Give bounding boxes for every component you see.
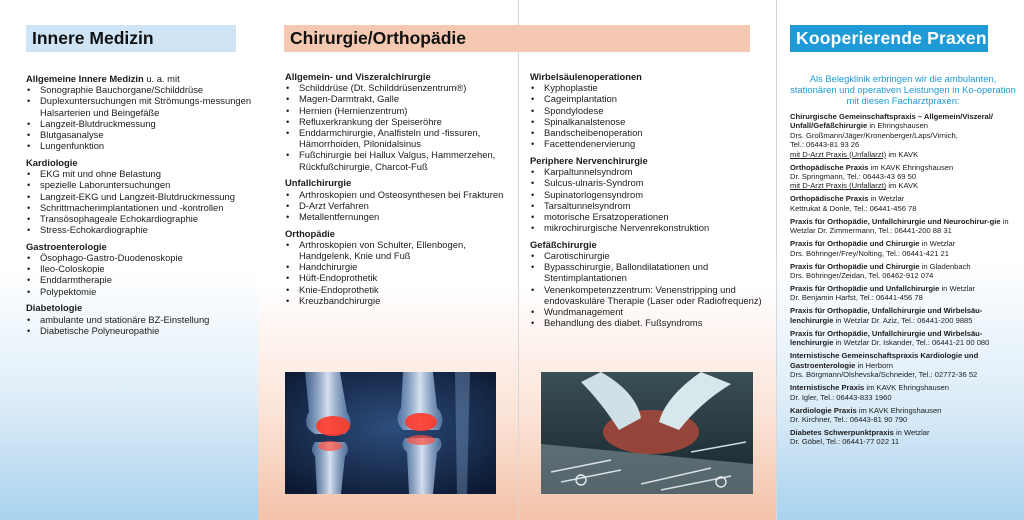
- praxis-place: in Wetzlar: [939, 284, 976, 294]
- section-title: [530, 71, 768, 82]
- praxis-doctors: Dr. Igler, Tel.: 06443-833 1960: [790, 392, 892, 402]
- section-title: [530, 155, 768, 166]
- bullet-list: [26, 252, 252, 297]
- section-title-text: Periphere Nervenchirurgie: [530, 154, 648, 166]
- list-item: • Knie-Endoprothetik: [285, 284, 511, 295]
- list-item: • Metallentfernungen: [285, 211, 511, 222]
- list-item: • Bandscheibenoperation: [530, 127, 768, 138]
- praxis-entry: [790, 239, 1016, 258]
- list-item: • Polypektomie: [26, 286, 252, 297]
- heading-kooperierende-praxen: Kooperierende Praxen: [790, 25, 988, 52]
- praxis-entry: [790, 284, 1016, 303]
- list-item: • Spinalkanalstenose: [530, 116, 768, 127]
- praxis-doctors: Drs. Böhringer/Zeidan, Tel. 06462-912 074: [790, 271, 934, 281]
- list-item: • Langzeit-EKG und Langzeit-Blutdruckmessung: [26, 191, 252, 202]
- list-item: • Ileo-Coloskopie: [26, 263, 252, 274]
- section-title-text: Diabetologie: [26, 302, 83, 314]
- praxis-place: in Gladenbach: [919, 261, 971, 271]
- list-item: • Sonographie Bauchorgane/Schilddrüse: [26, 84, 252, 95]
- list-item: • Schrittmacherimplantationen und -kontrollen: [26, 202, 252, 213]
- darzt-place: im KAVK: [886, 149, 919, 159]
- bullet-list: [285, 189, 511, 223]
- praxis-place: im KAVK Ehringshausen: [856, 405, 942, 415]
- list-item: • Transösophageale Echokardiographie: [26, 213, 252, 224]
- praxis-entry: [790, 262, 1016, 281]
- list-item: • Diabetische Polyneuropathie: [26, 325, 252, 336]
- praxis-name: Diabetes Schwerpunktpraxis: [790, 427, 894, 437]
- praxis-place: in Wetzlar: [868, 194, 905, 204]
- list-item: • Behandlung des diabet. Fußsyndroms: [530, 317, 768, 328]
- section-title-text: Allgemein- und Viszeralchirurgie: [285, 71, 431, 82]
- heading-innere-medizin: Innere Medizin: [26, 25, 236, 52]
- praxis-place: in Wetzlar: [919, 239, 956, 249]
- list-item: • Kreuzbandchirurgie: [285, 295, 511, 306]
- list-item: • Schilddrüse (Dt. Schilddrüsenzentrum®): [285, 82, 511, 93]
- list-item: • Ösophago-Gastro-Duodenoskopie: [26, 252, 252, 263]
- praxis-name: Internistische Gemeinschaftspraxis Kardiologie und Gastroenterologie: [790, 351, 979, 370]
- list-item: • Fußchirurgie bei Hallux Valgus, Hammerzehen, Rückfußchirurgie, Charcot-Fuß: [285, 149, 511, 171]
- praxis-place: im KAVK Ehringshausen: [864, 383, 949, 393]
- section-title-text: Gefäßchirurgie: [530, 238, 597, 250]
- praxis-doctors: Drs. Börgmann/Olshevska/Schneider, Tel.: 02772-36 52: [790, 370, 978, 380]
- darzt-link[interactable]: mit D-Arzt Praxis (Unfallarzt): [790, 149, 887, 159]
- praxis-name: Praxis für Orthopädie und Chirurgie: [790, 239, 920, 249]
- list-item: • Refluxerkrankung der Speiseröhre: [285, 116, 511, 127]
- bullet-list: [530, 166, 768, 233]
- praxis-entry: [790, 383, 1016, 402]
- fold-line: [518, 0, 519, 520]
- panel-kooperierende-praxen: [776, 0, 1024, 520]
- list-item: • Sulcus-ulnaris-Syndrom: [530, 177, 768, 188]
- section-title: [26, 241, 252, 252]
- section-title-text: Unfallchirurgie: [285, 177, 352, 189]
- fold-line: [776, 0, 777, 520]
- section-title: [285, 71, 511, 82]
- list-item: • Hüft-Endoprothetik: [285, 272, 511, 283]
- praxis-name: Internistische Praxis: [790, 383, 865, 393]
- heading-chirurgie-orthopaedie: Chirurgie/Orthopädie: [284, 25, 750, 52]
- panel-chirurgie-left: [258, 0, 518, 520]
- praxis-doctors: Dr. Göbel, Tel.: 06441-77 022 11: [790, 437, 900, 447]
- list-item: • Arthroskopien von Schulter, Ellenbogen, Handgelenk, Knie und Fuß: [285, 239, 511, 261]
- praxis-name: Praxis für Orthopädie, Unfallchirurgie und Neurochirur-gie: [790, 216, 1001, 226]
- praxis-name: Kardiologie Praxis: [790, 405, 857, 415]
- section-title-text: Orthopädie: [285, 227, 336, 239]
- praxis-place: in Wetzlar Dr. Aziz, Tel.: 06441-200 9885: [833, 315, 973, 325]
- praxis-entry: [790, 428, 1016, 447]
- praxis-place: in Herborn: [855, 360, 893, 370]
- praxis-place: in Ehringshausen: [867, 121, 929, 131]
- list-item: • Carotischirurgie: [530, 250, 768, 261]
- list-item: • Hernien (Hernienzentrum): [285, 105, 511, 116]
- knee-xray-image: [285, 372, 496, 494]
- praxis-name: Orthopädische Praxis: [790, 194, 869, 204]
- list-item: • Stress-Echokardiographie: [26, 224, 252, 235]
- list-item: • Karpaltunnelsyndrom: [530, 166, 768, 177]
- list-item: • Lungenfunktion: [26, 140, 252, 151]
- praxis-place: im KAVK Ehringshausen: [868, 162, 954, 172]
- praxis-name: Chirurgische Gemeinschaftspraxis – Allgemein/Viszeral/ Unfall/Gefäßchirurgie: [790, 112, 994, 131]
- bullet-list: [26, 84, 252, 151]
- list-item: • Venenkompetenzzentrum: Venenstripping und endovaskuläre Therapie (Laser oder Radiofrequenz): [530, 284, 768, 306]
- darzt-link[interactable]: mit D-Arzt Praxis (Unfallarzt): [790, 181, 887, 191]
- innere-medizin-list: [26, 73, 252, 336]
- list-item: • EKG mit und ohne Belastung: [26, 168, 252, 179]
- list-item: • Wundmanagement: [530, 306, 768, 317]
- section-title-text: Allgemeine Innere Medizin: [26, 73, 144, 84]
- praxis-entry: [790, 406, 1016, 425]
- list-item: • Enddarmtherapie: [26, 274, 252, 285]
- praxis-doctors: Kettrukat & Donle, Tel.: 06441-456 78: [790, 203, 917, 213]
- praxis-entry: [790, 306, 1016, 325]
- praxis-doctors: Dr. Benjamin Harfst, Tel.: 06441-456 78: [790, 293, 923, 303]
- praxen-intro: Als Belegklinik erbringen wir die ambulanten, stationären und operativen Leistungen in Ko-operation mit diesen Facharztpraxen:: [790, 73, 1016, 106]
- section-title: [285, 228, 511, 239]
- praxis-doctors: Drs. Großmann/Jäger/Kronenberger/Laps/Virnich,: [790, 130, 958, 140]
- section-title: [26, 302, 252, 313]
- praxis-entry: [790, 194, 1016, 213]
- praxen-list: [790, 73, 1016, 450]
- list-item: • mikrochirurgische Nervenrekonstruktion: [530, 222, 768, 233]
- praxis-entry: [790, 163, 1016, 191]
- list-item: • Langzeit-Blutdruckmessung: [26, 118, 252, 129]
- section-title-suffix: u. a. mit: [143, 73, 180, 84]
- list-item: • Handchirurgie: [285, 261, 511, 272]
- bullet-list: [530, 82, 768, 149]
- praxis-place: in Wetzlar: [893, 427, 930, 437]
- section-title: [26, 157, 252, 168]
- bullet-list: [285, 239, 511, 306]
- list-item: • spezielle Laboruntersuchungen: [26, 179, 252, 190]
- bullet-list: [26, 168, 252, 235]
- section-title-text: Kardiologie: [26, 156, 78, 168]
- list-item: • Kyphoplastie: [530, 82, 768, 93]
- praxis-phone: Tel.: 06443-81 93 26: [790, 140, 860, 150]
- darzt-place: im KAVK: [886, 181, 919, 191]
- praxis-doctors: Dr. Kirchner, Tel.: 06443-81 90 790: [790, 414, 908, 424]
- praxis-entry: [790, 217, 1016, 236]
- praxis-entry: [790, 329, 1016, 348]
- section-title: [530, 239, 768, 250]
- praxis-place: in Wetzlar Dr. Zimmermann, Tel.: 06441-200 88 31: [790, 216, 1009, 236]
- praxis-entry: [790, 351, 1016, 379]
- list-item: • ambulante und stationäre BZ-Einstellung: [26, 314, 252, 325]
- section-title-text: Wirbelsäulenoperationen: [530, 71, 642, 82]
- bullet-list: [26, 314, 252, 336]
- surgery-photo-image: [541, 372, 753, 494]
- bullet-list: [285, 82, 511, 172]
- bullet-list: [530, 250, 768, 328]
- chirurgie-left-list: [285, 71, 511, 306]
- section-title: [285, 177, 511, 188]
- list-item: • Spondylodese: [530, 105, 768, 116]
- section-title: [26, 73, 252, 84]
- praxis-name: Praxis für Orthopädie und Unfallchirurgie: [790, 284, 940, 294]
- list-item: • Duplexuntersuchungen mit Strömungs-messungen Halsarterien und Beingefäße: [26, 95, 252, 117]
- praxis-entry: [790, 112, 1016, 159]
- list-item: • Cageimplantation: [530, 93, 768, 104]
- list-item: • Supinatorlogensyndrom: [530, 189, 768, 200]
- list-item: • Blutgasanalyse: [26, 129, 252, 140]
- list-item: • Magen-Darmtrakt, Galle: [285, 93, 511, 104]
- praxis-name: Orthopädische Praxis: [790, 162, 869, 172]
- list-item: • Enddarmchirurgie, Analfisteln und -fissuren, Hämorrhoiden, Pilonidalsinus: [285, 127, 511, 149]
- praxis-place: in Wetzlar Dr. Iskander, Tel.: 06441-21 00 080: [833, 338, 990, 348]
- section-title-text: Gastroenterologie: [26, 240, 107, 252]
- praxis-name: Praxis für Orthopädie und Chirurgie: [790, 261, 920, 271]
- panel-innere-medizin: [0, 0, 258, 520]
- list-item: • D-Arzt Verfahren: [285, 200, 511, 211]
- panel-chirurgie-right: [518, 0, 776, 520]
- praxis-name: Praxis für Orthopädie, Unfallchirurgie und Wirbelsäu-lenchirurgie: [790, 328, 983, 348]
- praxis-name: Praxis für Orthopädie, Unfallchirurgie und Wirbelsäu-lenchirurgie: [790, 306, 983, 325]
- list-item: • Tarsaltunnelsyndrom: [530, 200, 768, 211]
- praxis-doctors: Dr. Springmann, Tel.: 06443-43 69 50: [790, 172, 917, 182]
- praxis-doctors: Drs. Böhringer/Frey/Nolting, Tel.: 06441-421 21: [790, 248, 949, 258]
- list-item: • Facettendenervierung: [530, 138, 768, 149]
- list-item: • Arthroskopien und Osteosynthesen bei Frakturen: [285, 189, 511, 200]
- list-item: • motorische Ersatzoperationen: [530, 211, 768, 222]
- list-item: • Bypasschirurgie, Ballondilatationen und Stentimplantationen: [530, 261, 768, 283]
- chirurgie-right-list: [530, 71, 768, 328]
